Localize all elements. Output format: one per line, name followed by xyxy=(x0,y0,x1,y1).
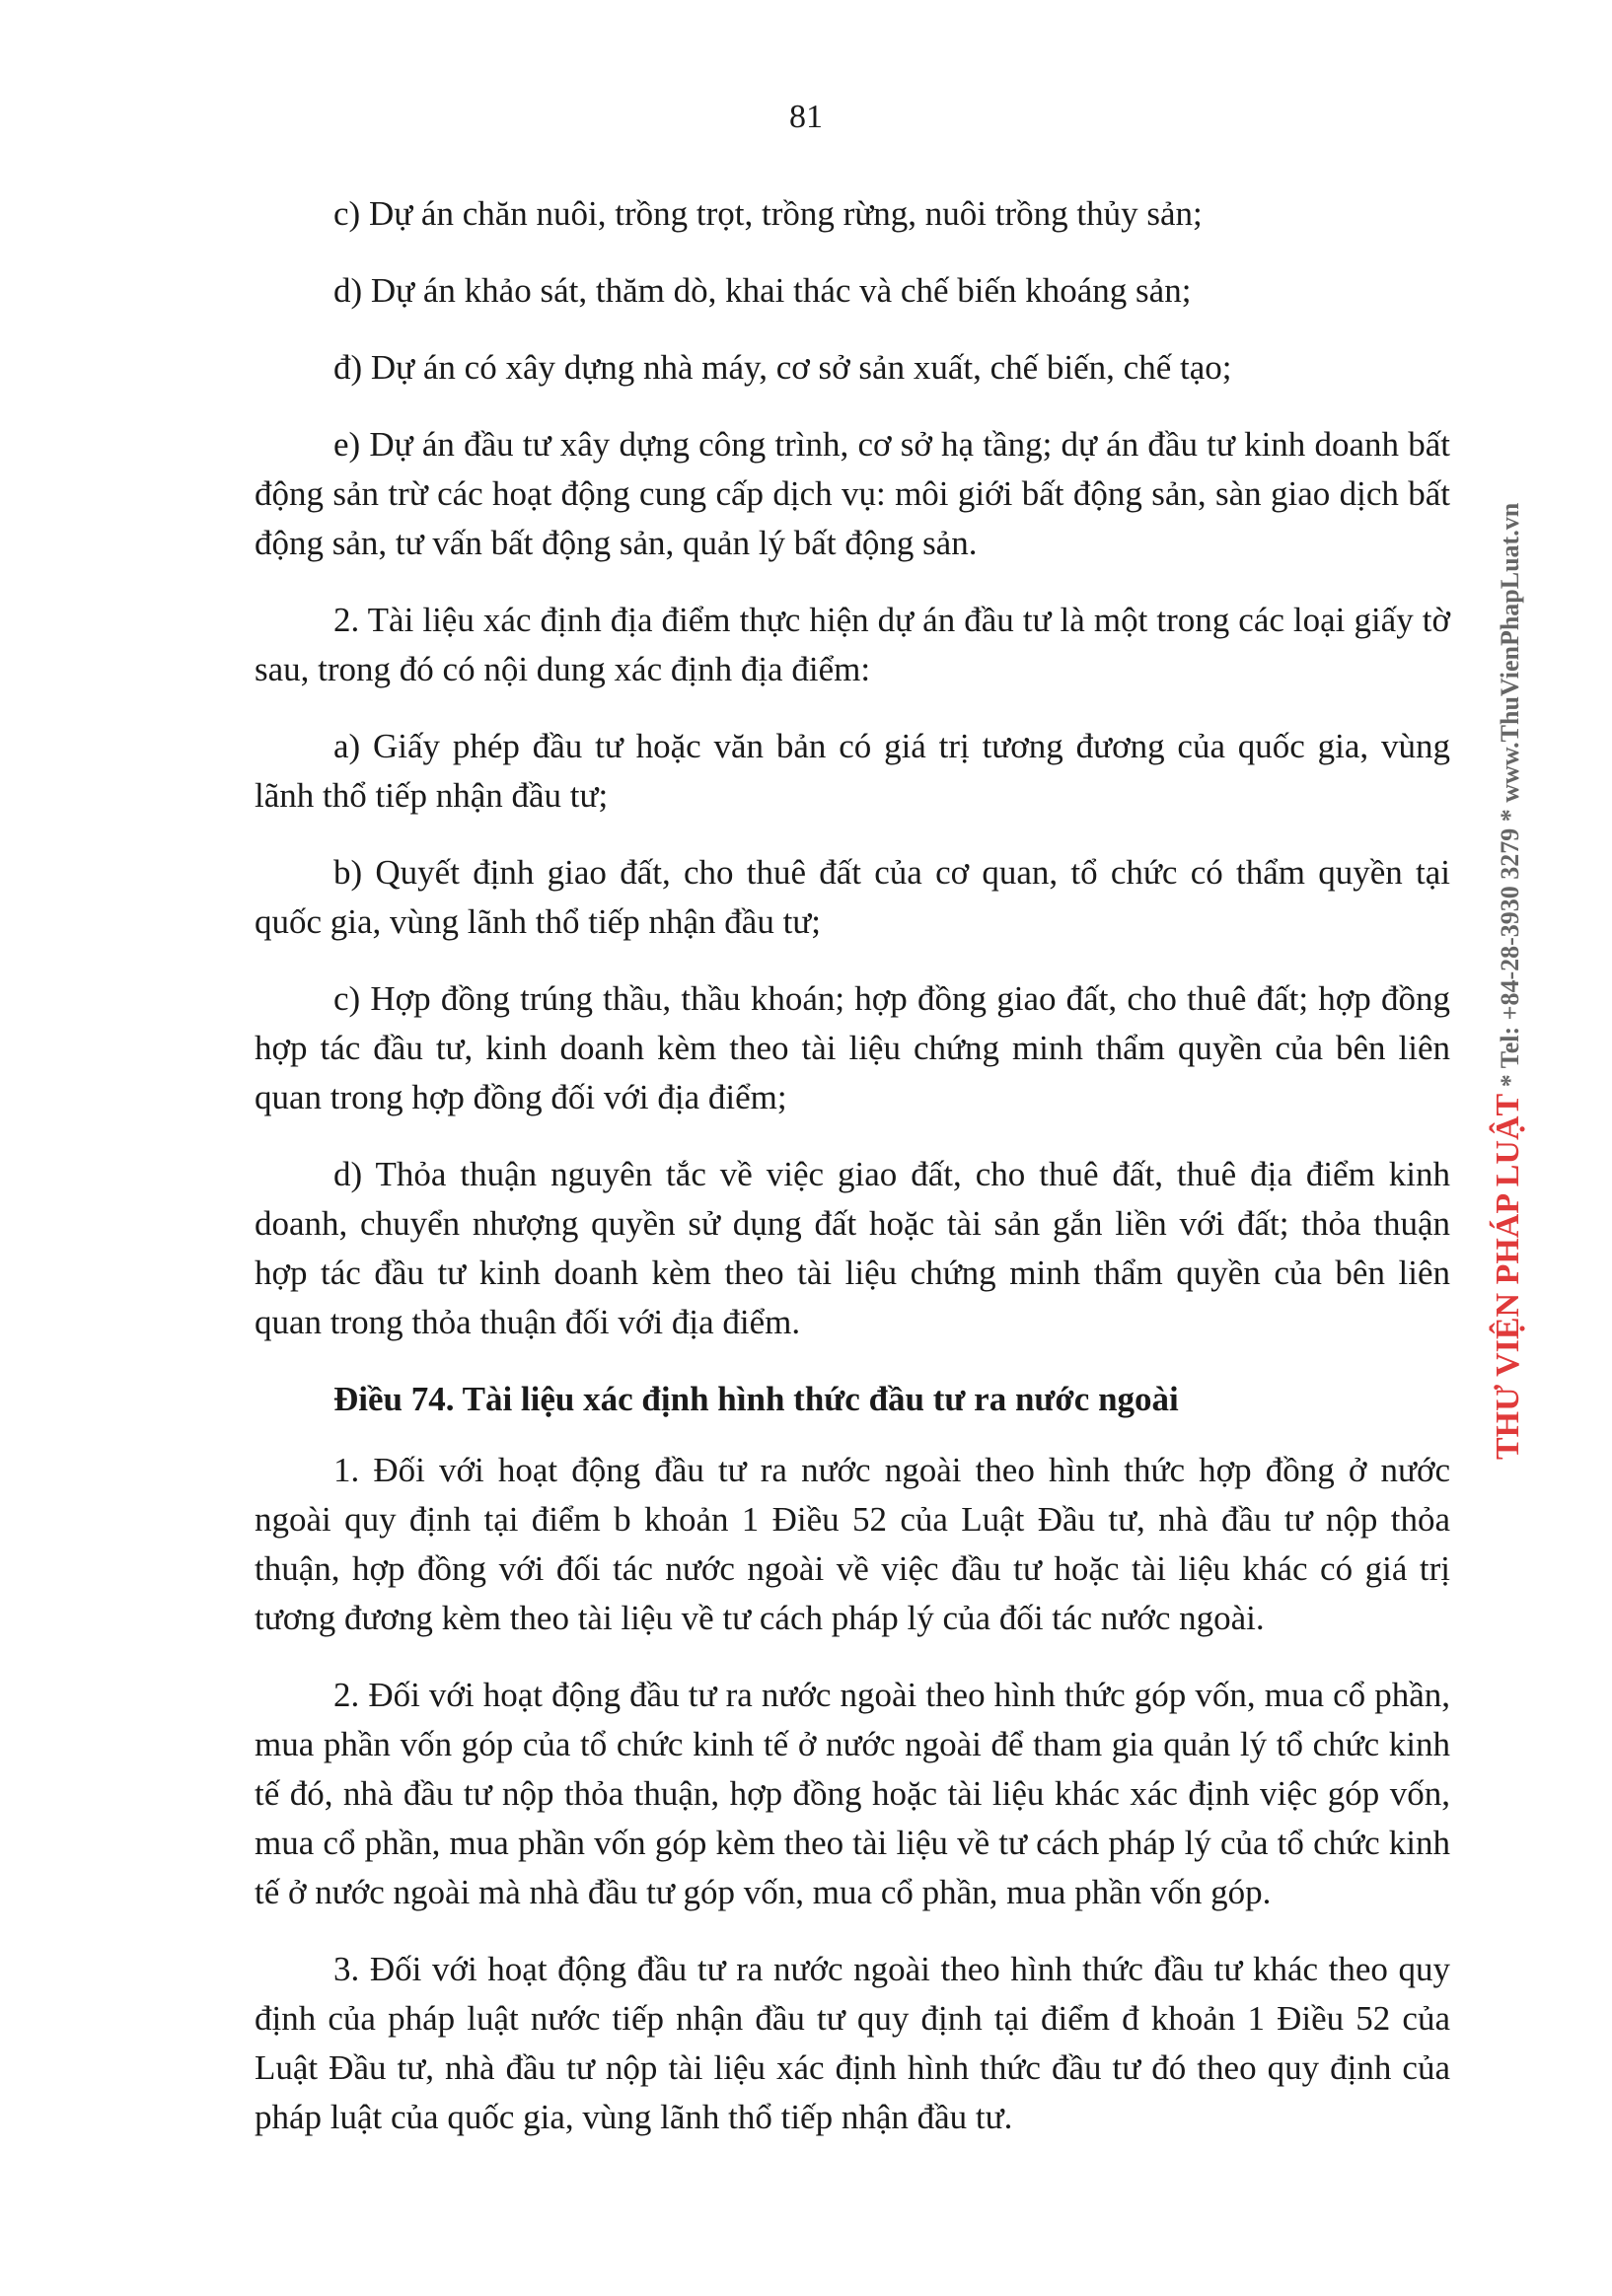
paragraph-item-a: a) Giấy phép đầu tư hoặc văn bản có giá trị tương đương của quốc gia, vùng lãnh thổ tiếp nhận đầu tư; xyxy=(255,727,1450,815)
paragraph-item-dd: đ) Dự án có xây dựng nhà máy, cơ sở sản xuất, chế biến, chế tạo; xyxy=(333,348,1232,387)
paragraph-item-d: d) Dự án khảo sát, thăm dò, khai thác và chế biến khoáng sản; xyxy=(333,271,1192,310)
paragraph-clause-2: 2. Tài liệu xác định địa điểm thực hiện dự án đầu tư là một trong các loại giấy tờ sau, trong đó có nội dung xác định địa điểm: xyxy=(255,601,1450,688)
paragraph-item-d2: d) Thỏa thuận nguyên tắc về việc giao đất, cho thuê đất, thuê địa điểm kinh doanh, chuyển nhượng quyền sử dụng đất hoặc tài sản gắn liền với đất; thỏa thuận hợp tác đầu tư kinh doanh kèm theo tài liệu chứng minh thẩm quyền của bên liên quan trong thỏa thuận đối với địa điểm. xyxy=(255,1155,1450,1341)
paragraph-item-c: c) Dự án chăn nuôi, trồng trọt, trồng rừng, nuôi trồng thủy sản; xyxy=(333,194,1203,233)
article-74-clause-3: 3. Đối với hoạt động đầu tư ra nước ngoài theo hình thức đầu tư khác theo quy định của pháp luật nước tiếp nhận đầu tư quy định tại điểm đ khoản 1 Điều 52 của Luật Đầu tư, nhà đầu tư nộp tài liệu xác định hình thức đầu tư đó theo quy định của pháp luật của quốc gia, vùng lãnh thổ tiếp nhận đầu tư. xyxy=(255,1950,1450,2136)
paragraph-item-b: b) Quyết định giao đất, cho thuê đất của cơ quan, tổ chức có thẩm quyền tại quốc gia, vùng lãnh thổ tiếp nhận đầu tư; xyxy=(255,853,1450,941)
paragraph-item-c2: c) Hợp đồng trúng thầu, thầu khoán; hợp đồng giao đất, cho thuê đất; hợp đồng hợp tác đầu tư, kinh doanh kèm theo tài liệu chứng minh thẩm quyền của bên liên quan trong hợp đồng đối với địa điểm; xyxy=(255,979,1450,1116)
page-number: 81 xyxy=(789,99,823,135)
watermark-contact: * Tel: +84-28-3930 3279 * www.ThuVienPhapLuat.vn xyxy=(1496,502,1524,1088)
article-74-clause-1: 1. Đối với hoạt động đầu tư ra nước ngoài theo hình thức hợp đồng ở nước ngoài quy định tại điểm b khoản 1 Điều 52 của Luật Đầu tư, nhà đầu tư nộp thỏa thuận, hợp đồng với đối tác nước ngoài về việc đầu tư hoặc tài liệu khác có giá trị tương đương kèm theo tài liệu về tư cách pháp lý của đối tác nước ngoài. xyxy=(255,1451,1450,1637)
watermark-brand: THƯ VIỆN PHÁP LUẬT xyxy=(1490,1093,1526,1460)
paragraph-item-e: e) Dự án đầu tư xây dựng công trình, cơ sở hạ tầng; dự án đầu tư kinh doanh bất động sản trừ các hoạt động cung cấp dịch vụ: môi giới bất động sản, sàn giao dịch bất động sản, tư vấn bất động sản, quản lý bất động sản. xyxy=(255,425,1450,562)
document-body xyxy=(255,189,1450,2170)
watermark xyxy=(1490,503,1527,1460)
article-74-clause-2: 2. Đối với hoạt động đầu tư ra nước ngoài theo hình thức góp vốn, mua cổ phần, mua phần vốn góp của tổ chức kinh tế ở nước ngoài để tham gia quản lý tổ chức kinh tế đó, nhà đầu tư nộp thỏa thuận, hợp đồng hoặc tài liệu khác xác định việc góp vốn, mua cổ phần, mua phần vốn góp kèm theo tài liệu về tư cách pháp lý của tổ chức kinh tế ở nước ngoài mà nhà đầu tư góp vốn, mua cổ phần, mua phần vốn góp. xyxy=(255,1676,1450,1911)
article-74-heading: Điều 74. Tài liệu xác định hình thức đầu tư ra nước ngoài xyxy=(333,1380,1179,1418)
